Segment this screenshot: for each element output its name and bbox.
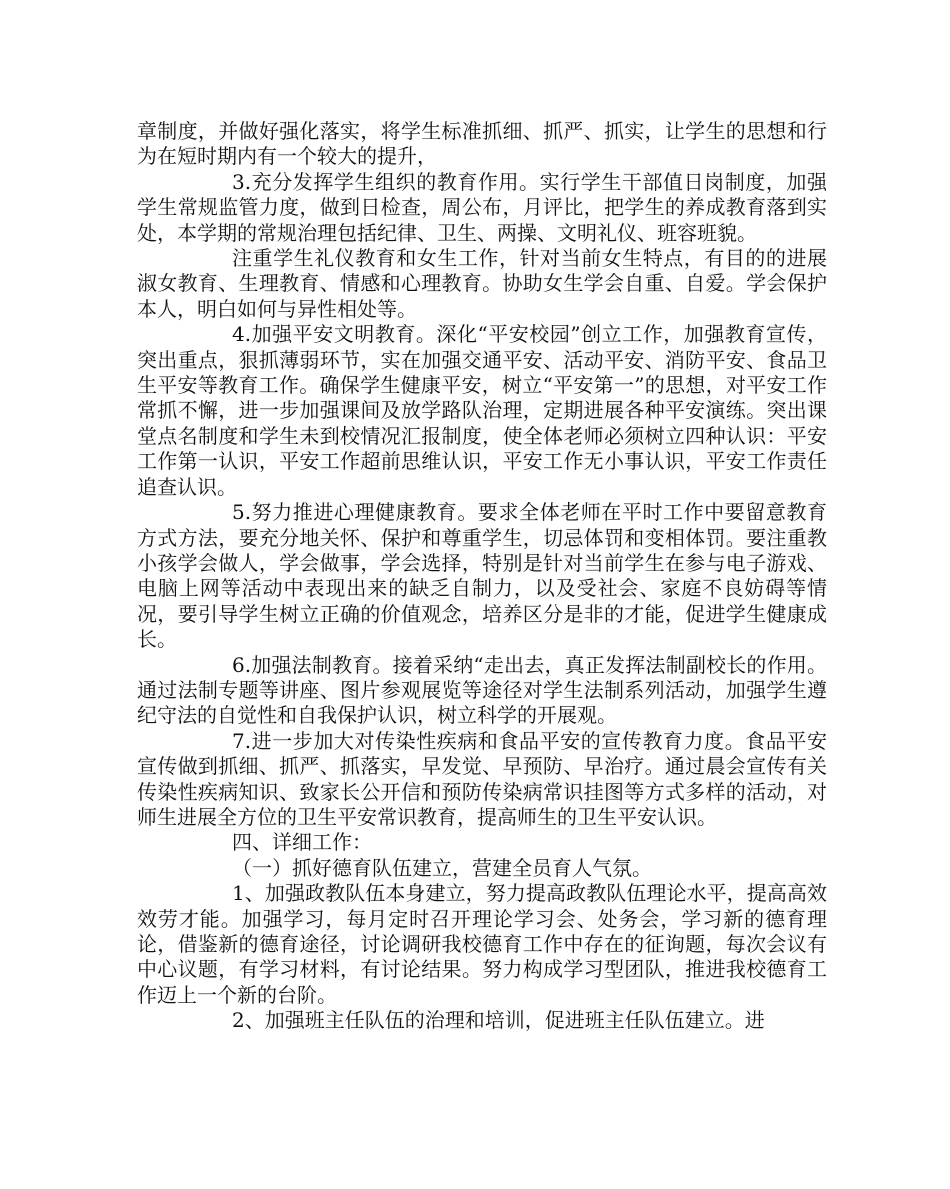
paragraph-1: 章制度，并做好强化落实，将学生标准抓细、抓严、抓实，让学生的思想和行为在短时期内有一个较大的提升， [137,119,827,169]
paragraph-6: 6.加强法制教育。接着采纳“走出去，真正发挥法制副校长的作用。通过法制专题等讲座、图片参观展览等途径对学生法制系列活动，加强学生遵纪守法的自觉性和自我保护认识，树立科学的开展观。 [137,652,827,728]
paragraph-7: 7.进一步加大对传染性疾病和食品平安的宣传教育力度。食品平安宣传做到抓细、抓严、抓落实，早发觉、早预防、早治疗。通过晨会宣传有关传染性疾病知识、致家长公开信和预防传染病常识挂图等方式多样的活动，对师生进展全方位的卫生平安常识教育，提高师生的卫生平安认识。 [137,728,827,829]
paragraph-9: 2、加强班主任队伍的治理和培训，促进班主任队伍建立。进 [232,1008,765,1033]
paragraph-4: 4.加强平安文明教育。深化“平安校园”创立工作，加强教育宣传，突出重点，狠抓薄弱环节，实在加强交通平安、活动平安、消防平安、食品卫生平安等教育工作。确保学生健康平安，树立“平安第一”的思想，对平安工作常抓不懈，进一步加强课间及放学路队治理，定期进展各种平安演练。突出课堂点名制度和学生未到校情况汇报制度，使全体老师必须树立四种认识：平安工作第一认识，平安工作超前思维认识，平安工作无小事认识，平安工作责任追查认识。 [137,322,827,499]
paragraph-8: 1、加强政教队伍本身建立，努力提高政教队伍理论水平，提高高效效劳才能。加强学习，每月定时召开理论学习会、处务会，学习新的德育理论，借鉴新的德育途径，讨论调研我校德育工作中存在的征询题，每次会议有中心议题，有学习材料，有讨论结果。努力构成学习型团队，推进我校德育工作迈上一个新的台阶。 [137,881,827,1007]
paragraph-3: 注重学生礼仪教育和女生工作，针对当前女生特点，有目的的进展淑女教育、生理教育、情感和心理教育。协助女生学会自重、自爱。学会保护本人，明白如何与异性相处等。 [137,246,827,321]
subsection-heading-1: （一）抓好德育队伍建立，营建全员育人气氛。 [232,855,652,880]
paragraph-2: 3.充分发挥学生组织的教育作用。实行学生干部值日岗制度，加强学生常规监管力度，做到日检查，周公布，月评比，把学生的养成教育落到实处，本学期的常规治理包括纪律、卫生、两操、文明礼仪、班容班貌。 [137,169,827,245]
section-heading-4: 四、详细工作： [232,830,372,855]
document-body [137,119,827,1034]
paragraph-5: 5.努力推进心理健康教育。要求全体老师在平时工作中要留意教育方式方法，要充分地关怀、保护和尊重学生，切忌体罚和变相体罚。要注重教小孩学会做人，学会做事，学会选择，特别是针对当前学生在参与电子游戏、电脑上网等活动中表现出来的缺乏自制力，以及受社会、家庭不良妨碍等情况，要引导学生树立正确的价值观念，培养区分是非的才能，促进学生健康成长。 [137,500,827,652]
